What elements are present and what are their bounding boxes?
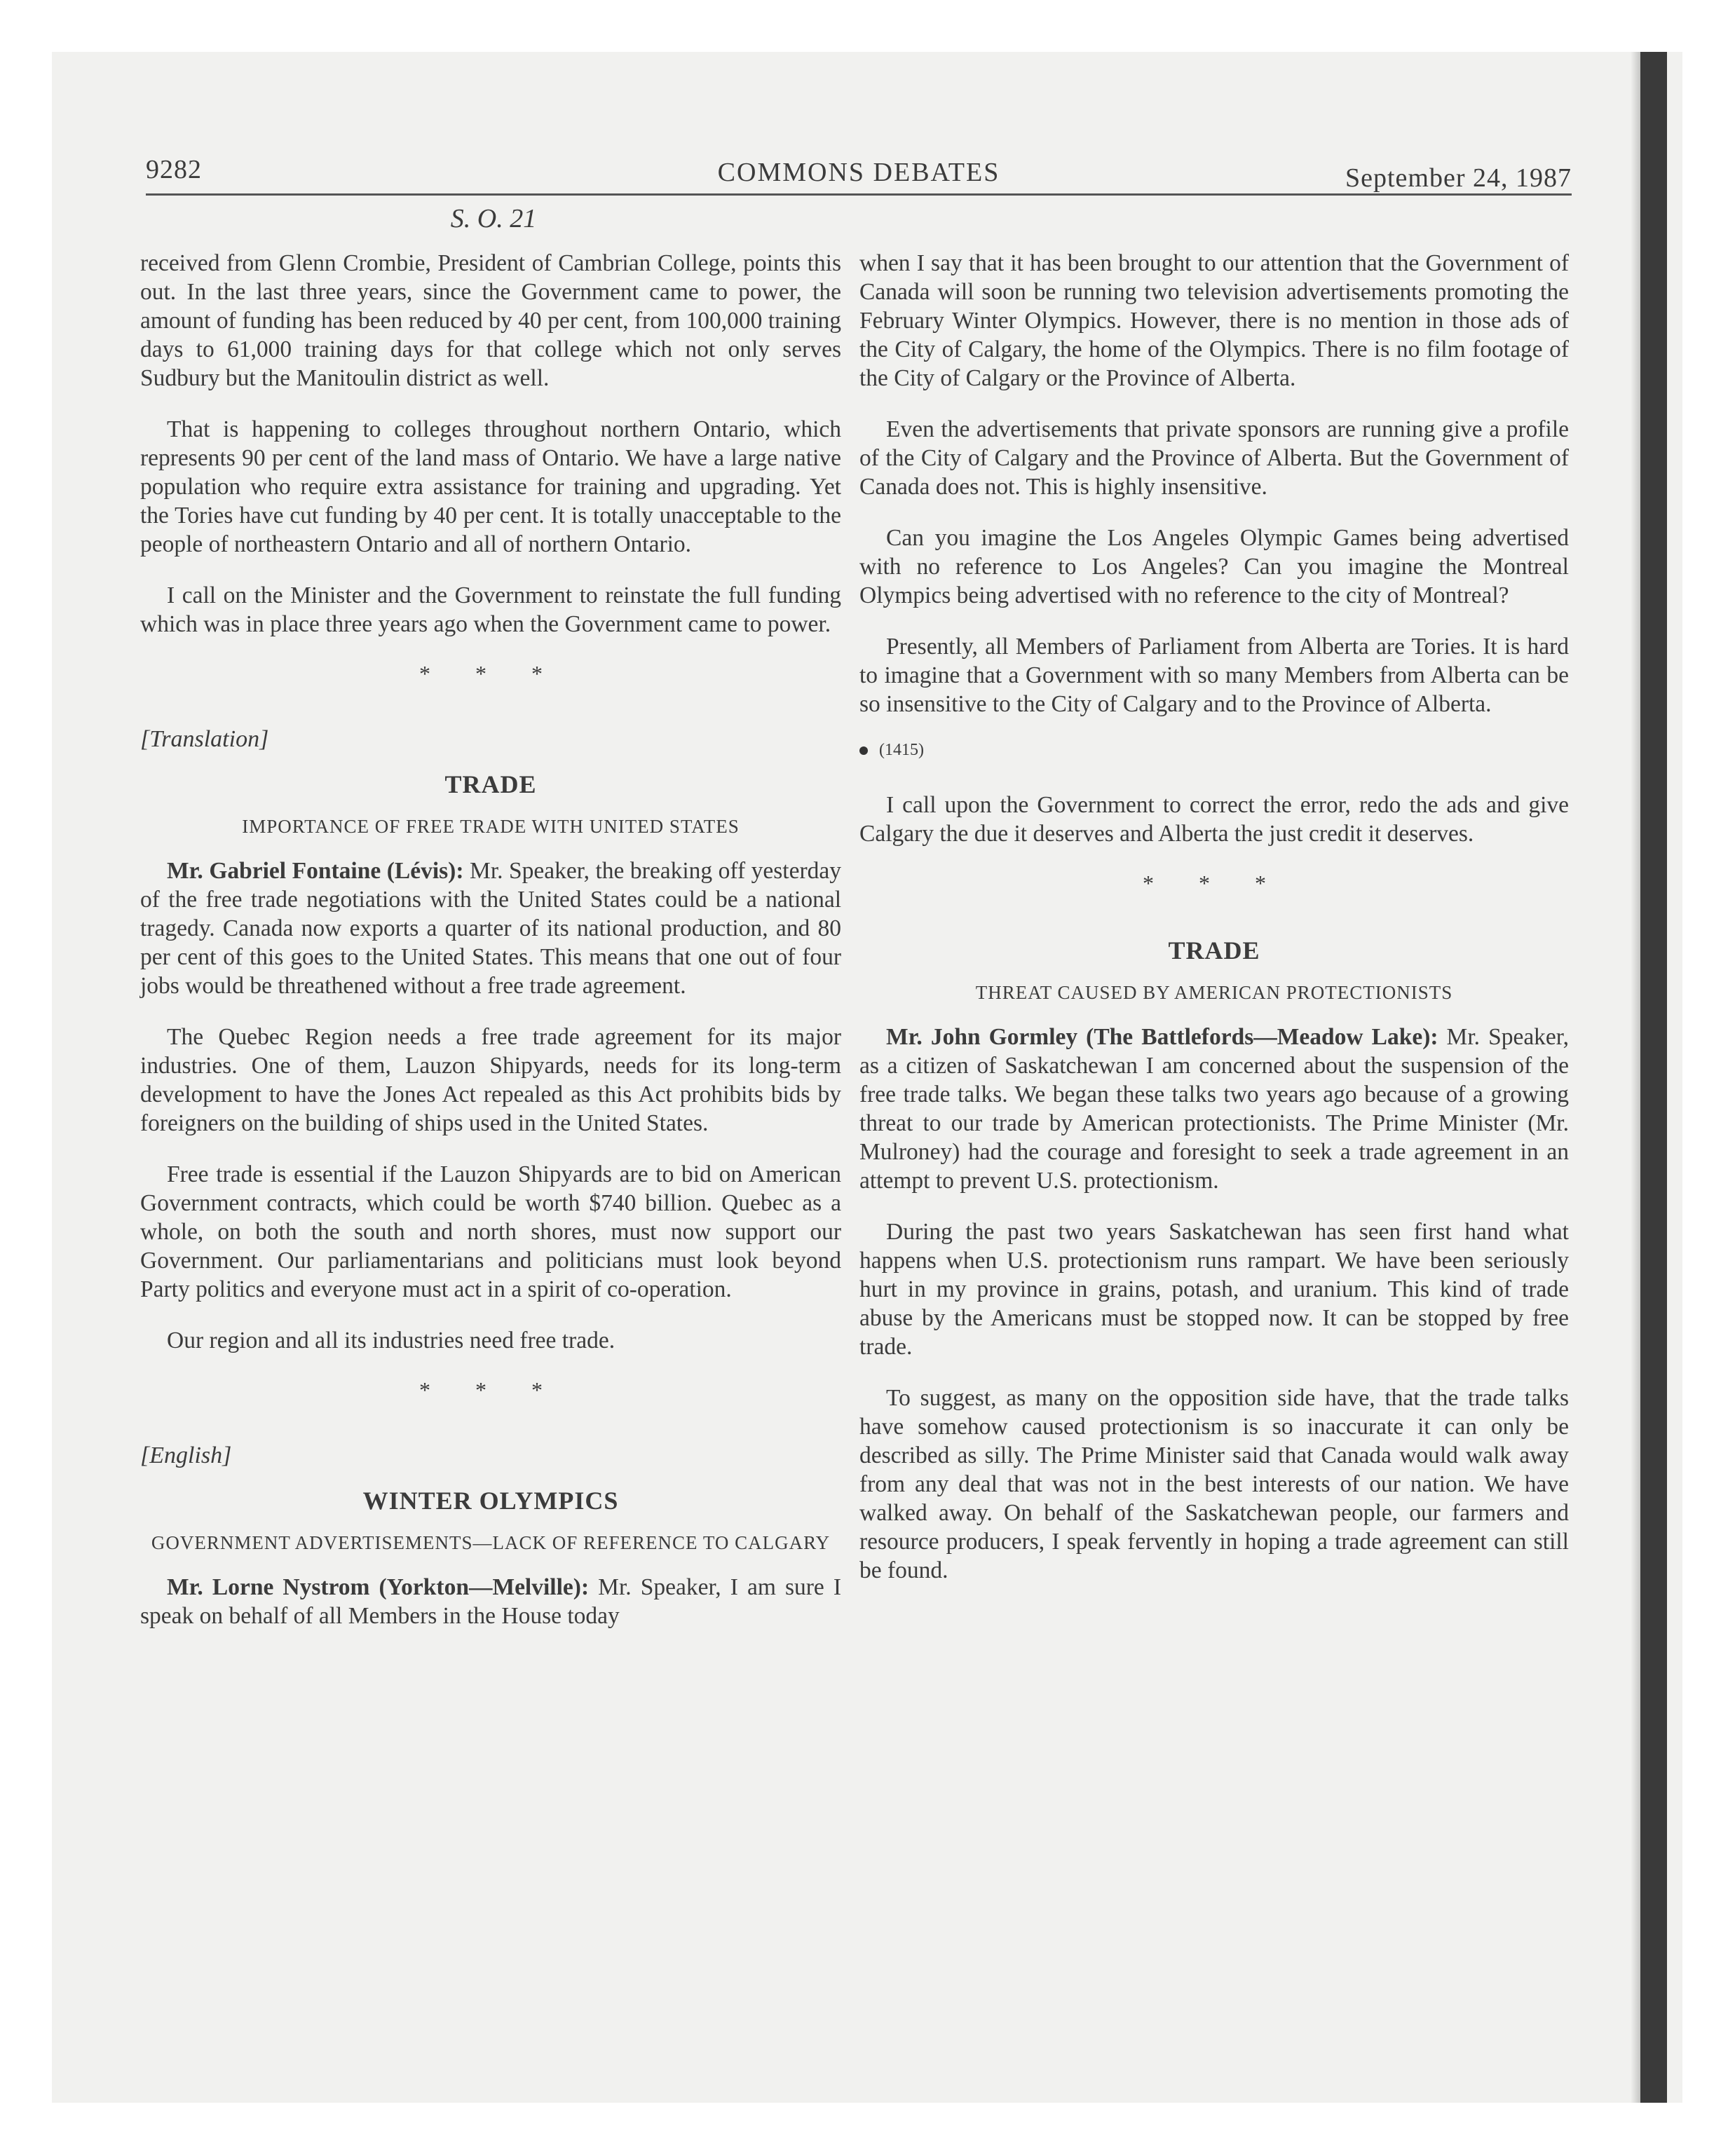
paragraph: received from Glenn Crombie, President of Cambrian College, points this out. In the last three years, since the Government came to power, the amount of funding has been reduced by 40 per cent, from 100,000 training days to 61,000 training days for that college which not only serves Sudbury but the Manitoulin district as well.: [140, 250, 841, 391]
speech-text: Mr. Speaker, as a citizen of Saskatchewan I am concerned about the suspension of the free trade talks. We began these talks two years ago because of a growing threat to our trade by American protectionists. The Prime Minister (Mr. Mulroney) had the courage and foresight to seek a trade agreement in an attempt to prevent U.S. protectionism.: [859, 1024, 1569, 1194]
speech-paragraph: [140, 857, 841, 1000]
time-marker: [859, 741, 1569, 760]
journal-title: COMMONS DEBATES: [717, 158, 1000, 187]
paragraph: Presently, all Members of Parliament from Alberta are Tories. It is hard to imagine that a Government with so many Members from Alberta can be so insensitive to the City of Calgary and to the Province of Alberta.: [859, 634, 1569, 717]
paragraph: Free trade is essential if the Lauzon Shipyards are to bid on American Government contracts, which could be worth $740 billion. Quebec as a whole, on both the south and north shores, must now support our Government. Our parliamentarians and politicians must look beyond Party politics and everyone must act in a spirit of co-operation.: [140, 1161, 841, 1302]
running-header: [146, 154, 1572, 196]
section-separator: * * *: [419, 661, 562, 686]
speech-text: Mr. Speaker, I am sure I speak on behalf of all Members in the House today: [140, 1574, 841, 1629]
left-column: [140, 249, 841, 1653]
speech-text: Mr. Speaker, the breaking off yesterday of the free trade negotiations with the United States could be a national tragedy. Canada now exports a quarter of its national production, and 80 per cent of this goes to the United States. This means that one out of four jobs would be threathened without a free trade agreement.: [140, 858, 841, 999]
language-marker: [Translation]: [140, 726, 269, 752]
paragraph: when I say that it has been brought to our attention that the Government of Canada will soon be running two television advertisements promoting the February Winter Olympics. However, there is no mention in those ads of the City of Calgary, the home of the Olympics. There is no film footage of the City of Calgary or the Province of Alberta.: [859, 250, 1569, 391]
section-subheading: THREAT CAUSED BY AMERICAN PROTECTIONISTS: [975, 982, 1453, 1003]
language-marker: [English]: [140, 1442, 232, 1468]
speaker-name: Mr. Gabriel Fontaine (Lévis):: [167, 858, 464, 884]
paragraph: I call on the Minister and the Government to reinstate the full funding which was in place three years ago when the Government came to power.: [140, 582, 841, 637]
paragraph: That is happening to colleges throughout northern Ontario, which represents 90 per cent of the land mass of Ontario. We have a large native population who require extra assistance for training and upgrading. Yet the Tories have cut funding by 40 per cent. It is totally unacceptable to the people of northeastern Ontario and all of northern Ontario.: [140, 416, 841, 557]
header-date: September 24, 1987: [1345, 163, 1572, 193]
time-marker-text: (1415): [879, 741, 924, 759]
page-binding-edge: [1640, 52, 1667, 2103]
paragraph: Even the advertisements that private sponsors are running give a profile of the City of Calgary and the Province of Alberta. But the Government of Canada does not. This is highly insensitive.: [859, 416, 1569, 500]
paragraph: The Quebec Region needs a free trade agreement for its major industries. One of them, Lauzon Shipyards, needs for its long-term development to have the Jones Act repealed as this Act prohibits bids by foreigners on the building of ships used in the United States.: [140, 1024, 841, 1136]
speaker-name: Mr. John Gormley (The Battlefords—Meadow Lake):: [886, 1024, 1438, 1050]
paragraph: Can you imagine the Los Angeles Olympic Games being advertised with no reference to Los Angeles? Can you imagine the Montreal Olympics being advertised with no reference to the city of Montreal?: [859, 525, 1569, 608]
bullet-icon: [859, 746, 868, 755]
speaker-name: Mr. Lorne Nystrom (Yorkton—Melville):: [167, 1574, 590, 1600]
paragraph: I call upon the Government to correct the error, redo the ads and give Calgary the due it deserves and Alberta the just credit it deserves.: [859, 792, 1569, 847]
paragraph: During the past two years Saskatchewan has seen first hand what happens when U.S. protectionism runs rampart. We have been seriously hurt in my province in grains, potash, and uranium. This kind of trade abuse by the Americans must be stopped now. It can be stopped by free trade.: [859, 1219, 1569, 1360]
right-column: [859, 249, 1569, 1607]
page-number: 9282: [146, 155, 202, 184]
section-separator: * * *: [419, 1377, 562, 1403]
speech-paragraph: [140, 1573, 841, 1630]
section-separator: * * *: [1143, 871, 1286, 896]
section-heading: WINTER OLYMPICS: [362, 1487, 619, 1515]
section-heading: TRADE: [1168, 936, 1260, 964]
section-subheading: GOVERNMENT ADVERTISEMENTS—LACK OF REFERENCE TO CALGARY: [151, 1532, 831, 1553]
paragraph: Our region and all its industries need free trade.: [167, 1328, 615, 1353]
section-heading: TRADE: [444, 770, 537, 798]
paragraph: To suggest, as many on the opposition side have, that the trade talks have somehow caused protectionism is so inaccurate it can only be described as silly. The Prime Minister said that Canada would walk away from any deal that was not in the best interests of our nation. We have walked away. On behalf of the Saskatchewan people, our farmers and resource producers, I speak fervently in hoping a trade agreement can still be found.: [859, 1385, 1569, 1583]
speech-paragraph: [859, 1023, 1569, 1195]
section-label: S. O. 21: [450, 204, 537, 233]
section-subheading: IMPORTANCE OF FREE TRADE WITH UNITED STATES: [242, 816, 740, 837]
